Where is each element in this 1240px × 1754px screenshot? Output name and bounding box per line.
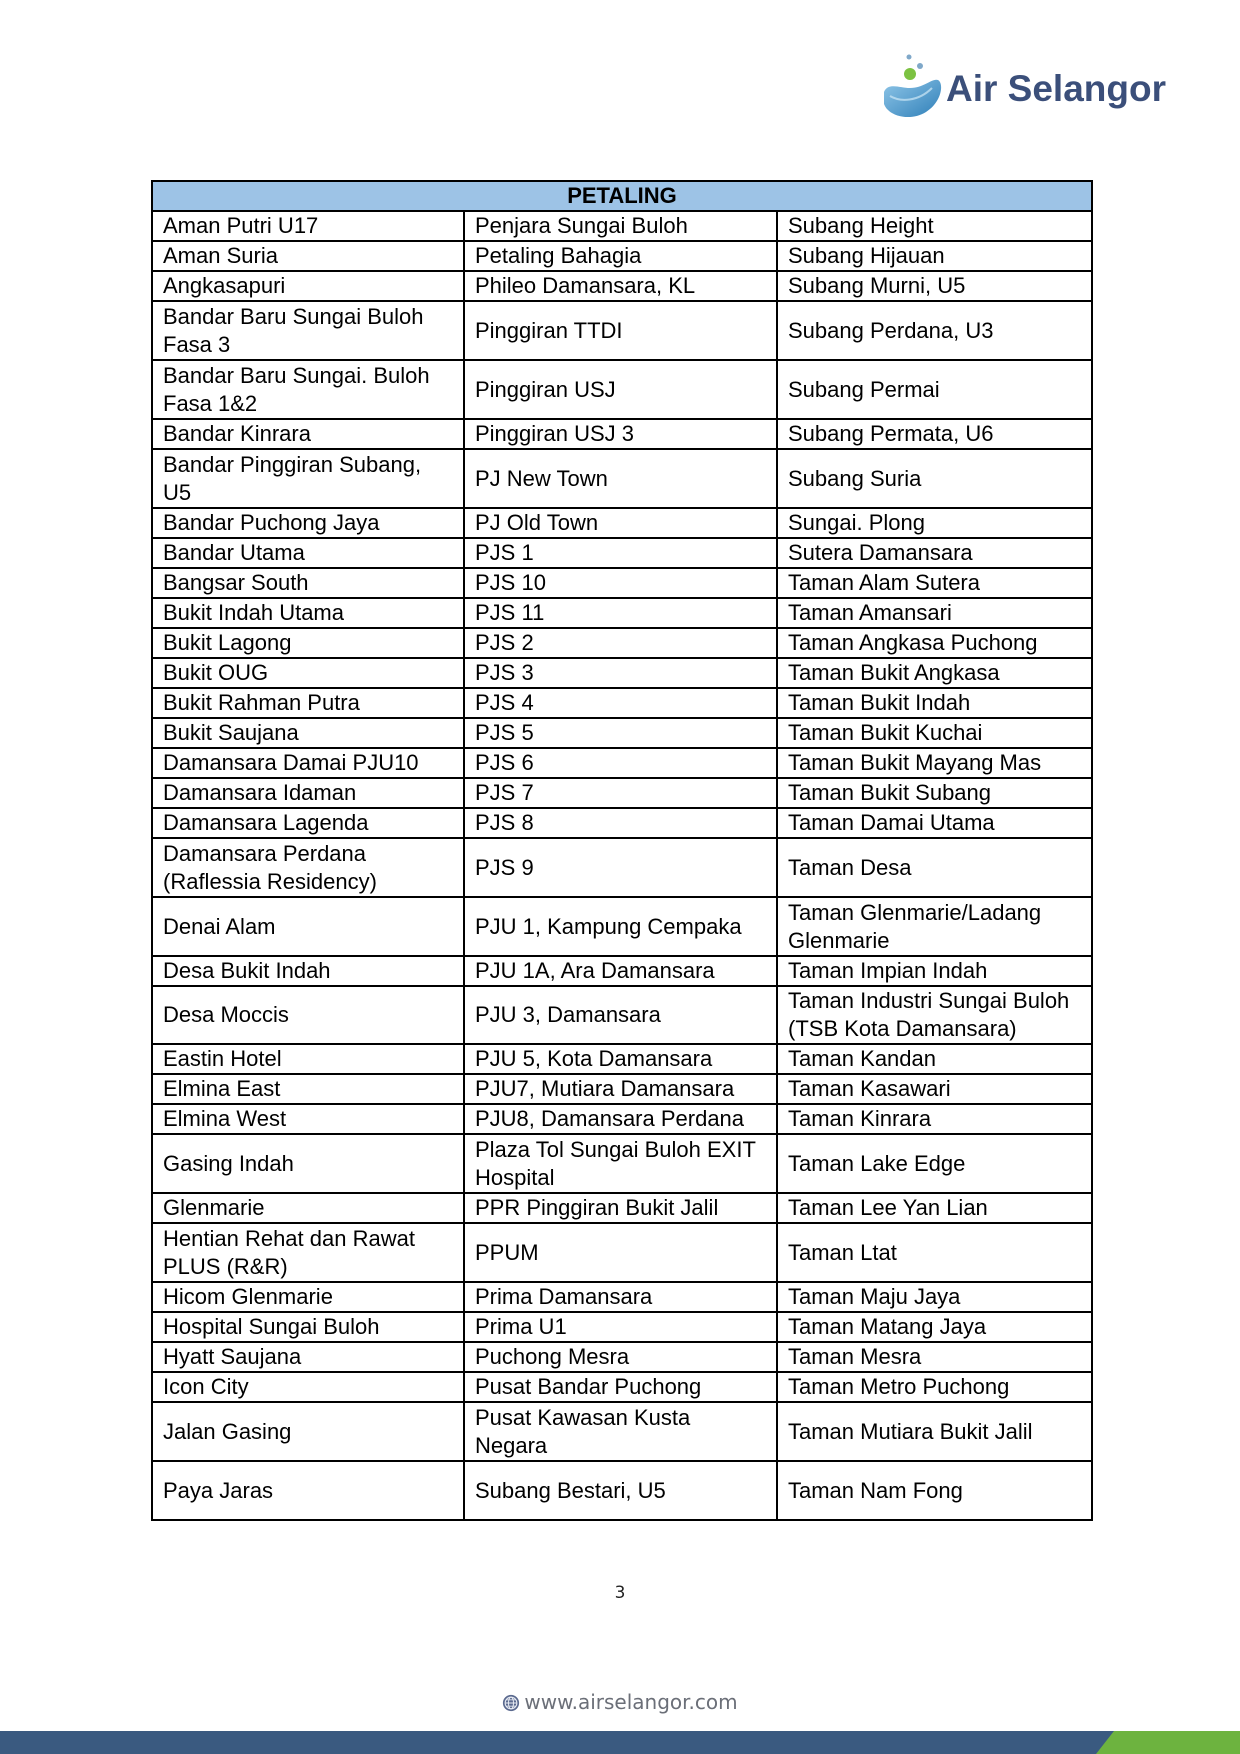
table-cell: Taman Lee Yan Lian bbox=[777, 1193, 1092, 1223]
table-cell: Taman Bukit Subang bbox=[777, 778, 1092, 808]
table-cell: Hyatt Saujana bbox=[152, 1342, 464, 1372]
table-cell: Taman Metro Puchong bbox=[777, 1372, 1092, 1402]
table-cell: Subang Hijauan bbox=[777, 241, 1092, 271]
table-cell: Damansara Damai PJU10 bbox=[152, 748, 464, 778]
footer-bar-blue bbox=[0, 1731, 1240, 1754]
air-selangor-logo bbox=[880, 52, 1190, 122]
table-row bbox=[152, 1402, 1092, 1461]
table-cell: PJ Old Town bbox=[464, 508, 777, 538]
table-row bbox=[152, 1372, 1092, 1402]
footer-website[interactable] bbox=[0, 1690, 1240, 1714]
table-row bbox=[152, 1461, 1092, 1520]
brand-name: Air Selangor bbox=[946, 68, 1166, 109]
table-cell: Taman Damai Utama bbox=[777, 808, 1092, 838]
table-cell: Taman Mesra bbox=[777, 1342, 1092, 1372]
table-cell: Bandar Baru Sungai. Buloh Fasa 1&2 bbox=[152, 360, 464, 419]
table-cell: Taman Impian Indah bbox=[777, 956, 1092, 986]
table-cell: Prima U1 bbox=[464, 1312, 777, 1342]
table-cell: Pinggiran USJ bbox=[464, 360, 777, 419]
table-cell: Aman Putri U17 bbox=[152, 211, 464, 241]
table-cell: Bukit Lagong bbox=[152, 628, 464, 658]
table-row bbox=[152, 449, 1092, 508]
table-cell: Icon City bbox=[152, 1372, 464, 1402]
page-number: 3 bbox=[614, 1583, 626, 1603]
table-cell: Sutera Damansara bbox=[777, 538, 1092, 568]
table-cell: Bukit OUG bbox=[152, 658, 464, 688]
table-cell: PJU 1A, Ara Damansara bbox=[464, 956, 777, 986]
table-cell: Subang Bestari, U5 bbox=[464, 1461, 777, 1520]
table-cell: PJS 8 bbox=[464, 808, 777, 838]
table-cell: Taman Bukit Indah bbox=[777, 688, 1092, 718]
table-row bbox=[152, 538, 1092, 568]
table-cell: Paya Jaras bbox=[152, 1461, 464, 1520]
table-cell: Taman Desa bbox=[777, 838, 1092, 897]
table-row bbox=[152, 1342, 1092, 1372]
table-cell: Eastin Hotel bbox=[152, 1044, 464, 1074]
table-row bbox=[152, 956, 1092, 986]
table-cell: Taman Lake Edge bbox=[777, 1134, 1092, 1193]
table-cell: Aman Suria bbox=[152, 241, 464, 271]
table-row bbox=[152, 211, 1092, 241]
table-cell: Taman Angkasa Puchong bbox=[777, 628, 1092, 658]
table-cell: Bukit Saujana bbox=[152, 718, 464, 748]
table-cell: PJS 4 bbox=[464, 688, 777, 718]
table-cell: PJ New Town bbox=[464, 449, 777, 508]
table-cell: PJU 1, Kampung Cempaka bbox=[464, 897, 777, 956]
table-cell: Taman Kinrara bbox=[777, 1104, 1092, 1134]
table-row bbox=[152, 1312, 1092, 1342]
table-cell: Glenmarie bbox=[152, 1193, 464, 1223]
table-cell: Taman Kandan bbox=[777, 1044, 1092, 1074]
table-cell: Hentian Rehat dan Rawat PLUS (R&R) bbox=[152, 1223, 464, 1282]
table-cell: Taman Maju Jaya bbox=[777, 1282, 1092, 1312]
website-link[interactable]: www.airselangor.com bbox=[524, 1690, 738, 1714]
table-cell: Subang Suria bbox=[777, 449, 1092, 508]
table-cell: Bukit Rahman Putra bbox=[152, 688, 464, 718]
table-row bbox=[152, 1134, 1092, 1193]
table-row bbox=[152, 808, 1092, 838]
table-cell: PPR Pinggiran Bukit Jalil bbox=[464, 1193, 777, 1223]
table-cell: Taman Bukit Kuchai bbox=[777, 718, 1092, 748]
table-cell: Angkasapuri bbox=[152, 271, 464, 301]
table-cell: Pusat Bandar Puchong bbox=[464, 1372, 777, 1402]
table-cell: PJS 1 bbox=[464, 538, 777, 568]
table-cell: PJU7, Mutiara Damansara bbox=[464, 1074, 777, 1104]
table-cell: PJS 3 bbox=[464, 658, 777, 688]
table-row bbox=[152, 778, 1092, 808]
table-row bbox=[152, 1282, 1092, 1312]
table-cell: Bangsar South bbox=[152, 568, 464, 598]
table-cell: Taman Industri Sungai Buloh (TSB Kota Damansara) bbox=[777, 986, 1092, 1044]
table-cell: Bandar Baru Sungai Buloh Fasa 3 bbox=[152, 301, 464, 360]
table-cell: PJS 7 bbox=[464, 778, 777, 808]
table-row bbox=[152, 718, 1092, 748]
water-drop-logo-icon bbox=[880, 52, 950, 122]
table-cell: Subang Perdana, U3 bbox=[777, 301, 1092, 360]
table-cell: PJU 5, Kota Damansara bbox=[464, 1044, 777, 1074]
table-row bbox=[152, 301, 1092, 360]
table-cell: Sungai. Plong bbox=[777, 508, 1092, 538]
petaling-areas-table bbox=[151, 180, 1093, 1521]
table-cell: Bandar Kinrara bbox=[152, 419, 464, 449]
table-cell: Taman Glenmarie/Ladang Glenmarie bbox=[777, 897, 1092, 956]
table-row bbox=[152, 360, 1092, 419]
table-row bbox=[152, 419, 1092, 449]
table-cell: Pusat Kawasan Kusta Negara bbox=[464, 1402, 777, 1461]
table-cell: Hospital Sungai Buloh bbox=[152, 1312, 464, 1342]
table-cell: Elmina East bbox=[152, 1074, 464, 1104]
table-cell: Desa Bukit Indah bbox=[152, 956, 464, 986]
table-title: PETALING bbox=[152, 181, 1092, 211]
table-cell: Pinggiran TTDI bbox=[464, 301, 777, 360]
table-cell: PJS 9 bbox=[464, 838, 777, 897]
table-cell: Jalan Gasing bbox=[152, 1402, 464, 1461]
table-cell: Elmina West bbox=[152, 1104, 464, 1134]
table-cell: Bandar Utama bbox=[152, 538, 464, 568]
table-row bbox=[152, 1104, 1092, 1134]
table-row bbox=[152, 241, 1092, 271]
table-cell: Prima Damansara bbox=[464, 1282, 777, 1312]
table-cell: Taman Bukit Mayang Mas bbox=[777, 748, 1092, 778]
table-row bbox=[152, 748, 1092, 778]
table-cell: PJU 3, Damansara bbox=[464, 986, 777, 1044]
table-row bbox=[152, 897, 1092, 956]
table-cell: Phileo Damansara, KL bbox=[464, 271, 777, 301]
table-cell: Taman Nam Fong bbox=[777, 1461, 1092, 1520]
table-cell: PJS 2 bbox=[464, 628, 777, 658]
table-cell: Taman Amansari bbox=[777, 598, 1092, 628]
table-cell: Subang Permata, U6 bbox=[777, 419, 1092, 449]
table-cell: Taman Kasawari bbox=[777, 1074, 1092, 1104]
table-cell: Taman Alam Sutera bbox=[777, 568, 1092, 598]
table-cell: PPUM bbox=[464, 1223, 777, 1282]
table-cell: Hicom Glenmarie bbox=[152, 1282, 464, 1312]
table-row bbox=[152, 1044, 1092, 1074]
globe-icon bbox=[502, 1694, 520, 1712]
table-cell: Taman Matang Jaya bbox=[777, 1312, 1092, 1342]
table-cell: PJS 6 bbox=[464, 748, 777, 778]
table-row bbox=[152, 271, 1092, 301]
table-row bbox=[152, 1074, 1092, 1104]
table-cell: Puchong Mesra bbox=[464, 1342, 777, 1372]
table-row bbox=[152, 508, 1092, 538]
table-cell: PJS 11 bbox=[464, 598, 777, 628]
table-row bbox=[152, 598, 1092, 628]
table-cell: Bandar Puchong Jaya bbox=[152, 508, 464, 538]
table-cell: PJS 10 bbox=[464, 568, 777, 598]
table-header-row bbox=[152, 181, 1092, 211]
table-cell: PJU8, Damansara Perdana bbox=[464, 1104, 777, 1134]
table-row bbox=[152, 568, 1092, 598]
table-cell: Damansara Perdana (Raflessia Residency) bbox=[152, 838, 464, 897]
table-row bbox=[152, 658, 1092, 688]
table-cell: Gasing Indah bbox=[152, 1134, 464, 1193]
table-cell: Desa Moccis bbox=[152, 986, 464, 1044]
table-row bbox=[152, 986, 1092, 1044]
table-body bbox=[152, 211, 1092, 1520]
table-cell: Penjara Sungai Buloh bbox=[464, 211, 777, 241]
table-cell: Damansara Idaman bbox=[152, 778, 464, 808]
table-cell: Taman Mutiara Bukit Jalil bbox=[777, 1402, 1092, 1461]
table-row bbox=[152, 688, 1092, 718]
table-row bbox=[152, 628, 1092, 658]
footer-bar-green bbox=[1096, 1731, 1240, 1754]
table-cell: Plaza Tol Sungai Buloh EXIT Hospital bbox=[464, 1134, 777, 1193]
table-cell: Bandar Pinggiran Subang, U5 bbox=[152, 449, 464, 508]
table-cell: Subang Height bbox=[777, 211, 1092, 241]
table-cell: PJS 5 bbox=[464, 718, 777, 748]
table-cell: Taman Ltat bbox=[777, 1223, 1092, 1282]
table-cell: Pinggiran USJ 3 bbox=[464, 419, 777, 449]
table-row bbox=[152, 838, 1092, 897]
table-cell: Denai Alam bbox=[152, 897, 464, 956]
table-row bbox=[152, 1193, 1092, 1223]
table-cell: Subang Murni, U5 bbox=[777, 271, 1092, 301]
table-cell: Bukit Indah Utama bbox=[152, 598, 464, 628]
table-cell: Damansara Lagenda bbox=[152, 808, 464, 838]
table-cell: Subang Permai bbox=[777, 360, 1092, 419]
table-cell: Taman Bukit Angkasa bbox=[777, 658, 1092, 688]
table-cell: Petaling Bahagia bbox=[464, 241, 777, 271]
table-row bbox=[152, 1223, 1092, 1282]
